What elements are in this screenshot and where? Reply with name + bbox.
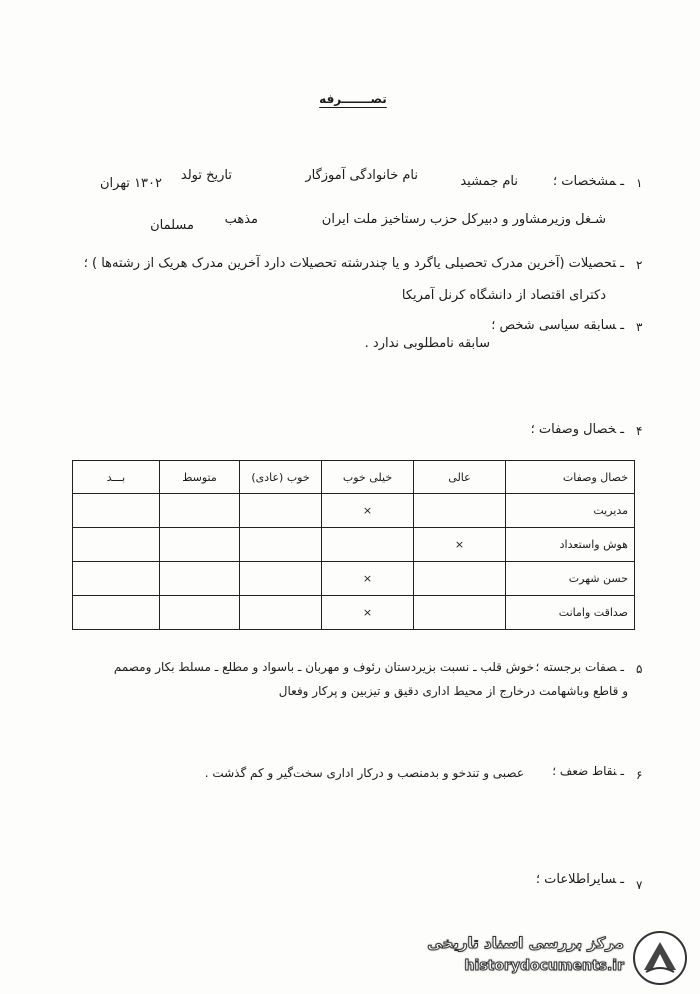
mark-cell: ×: [322, 596, 414, 630]
traits-label: خصال وصفات ؛: [530, 422, 617, 437]
section-2-number: ۲: [636, 258, 643, 272]
mark-cell: [160, 596, 240, 630]
political-history-label: سابقه سیاسی شخص ؛: [491, 318, 617, 333]
personal-info-label: مشخصات: [561, 174, 617, 189]
job-line: شـغل وزیرمشاور و دبیرکل حزب رستاخیز ملت ایران: [321, 212, 606, 227]
mark-cell: ×: [414, 528, 506, 562]
traits-table: [72, 460, 635, 630]
mark-cell: [160, 562, 240, 596]
section-4-label: ـخصال وصفات ؛: [530, 422, 624, 437]
first-name: نام جمشید: [460, 174, 518, 189]
birth-label: تاریخ تولد: [180, 168, 232, 183]
mark-cell: [240, 528, 322, 562]
document-title: تصـــــــرفه: [319, 92, 387, 106]
header-very-good: خیلی خوب: [322, 461, 414, 494]
table-row: [73, 596, 635, 630]
notable-traits-label: صفات برجسته ؛: [535, 660, 617, 674]
notable-traits-line2: و قاطع وباشهامت درخارج از محیط اداری دقیق و تیزبین و پرکار وفعال: [278, 684, 628, 698]
mark-cell: [73, 596, 160, 630]
mark-cell: [73, 528, 160, 562]
section-7-number: ۷: [636, 878, 643, 892]
header-trait: خصال وصفات: [506, 461, 635, 494]
section-5-label: ـصفات برجسته ؛: [535, 660, 624, 674]
section-2-label: ـتحصیلات (آخرین مدرک تحصیلی یاگرد و یا چندرشته تحصیلات دارد آخرین مدرک هریک از رشته‌ها ) ؛: [83, 256, 624, 271]
weaknesses-label: نقاط ضعف ؛: [552, 764, 617, 778]
religion-label: مذهب: [224, 212, 258, 227]
other-info-label: سایراطلاعات ؛: [535, 872, 617, 887]
mark-cell: [73, 494, 160, 528]
watermark: [408, 926, 694, 990]
section-6-label: ـنقاط ضعف ؛: [552, 764, 624, 778]
mark-cell: [414, 562, 506, 596]
weaknesses-value: عصبی و تندخو و بدمنصب و درکار اداری سخت‌گیر و کم گذشت .: [204, 766, 524, 780]
header-average: متوسط: [160, 461, 240, 494]
mark-cell: ×: [322, 494, 414, 528]
table-row: [73, 528, 635, 562]
political-history-value: سابقه نامطلوبی ندارد .: [364, 336, 490, 351]
section-4-number: ۴: [636, 424, 643, 438]
mark-cell: [73, 562, 160, 596]
section-1-label: ـمشخصات ؛: [552, 174, 624, 189]
mark-cell: [414, 494, 506, 528]
watermark-name: مرکز بررسی اسناد تاریخی: [427, 934, 624, 952]
row-trait: مدیریت: [506, 494, 635, 528]
row-trait: حسن شهرت: [506, 562, 635, 596]
header-excellent: عالی: [414, 461, 506, 494]
mark-cell: [240, 494, 322, 528]
notable-traits-line1: خوش قلب ـ نسبت بزیردستان رئوف و مهربان ـ باسواد و مطلع ـ مسلط بکار ومصمم: [113, 660, 534, 674]
education-value: دکترای اقتصاد از دانشگاه کرنل آمریکا: [401, 288, 606, 303]
row-trait: هوش واستعداد: [506, 528, 635, 562]
section-1-number: ۱: [636, 176, 643, 190]
mark-cell: [322, 528, 414, 562]
mark-cell: ×: [322, 562, 414, 596]
watermark-url: historydocuments.ir: [464, 958, 624, 974]
family-name: نام خانوادگی آموزگار: [305, 168, 418, 183]
table-row: [73, 494, 635, 528]
header-bad: بـــد: [73, 461, 160, 494]
mark-cell: [240, 596, 322, 630]
archive-logo-icon: [632, 930, 688, 986]
mark-cell: [160, 528, 240, 562]
mark-cell: [240, 562, 322, 596]
mark-cell: [160, 494, 240, 528]
religion-value: مسلمان: [150, 218, 194, 233]
mark-cell: [414, 596, 506, 630]
header-good: خوب (عادی): [240, 461, 322, 494]
section-7-label: ـسایراطلاعات ؛: [535, 872, 624, 887]
section-6-number: ۶: [636, 768, 643, 782]
section-3-number: ۳: [636, 320, 643, 334]
section-5-number: ۵: [636, 662, 643, 676]
traits-header-row: [73, 461, 635, 494]
birth-value: ۱۳۰۲ تهران: [99, 176, 162, 191]
table-row: [73, 562, 635, 596]
row-trait: صداقت وامانت: [506, 596, 635, 630]
section-3-label: ـسابقه سیاسی شخص ؛: [491, 318, 624, 333]
education-label: تحصیلات (آخرین مدرک تحصیلی یاگرد و یا چندرشته تحصیلات دارد آخرین مدرک هریک از رشته‌ها ) ؛: [83, 256, 617, 271]
